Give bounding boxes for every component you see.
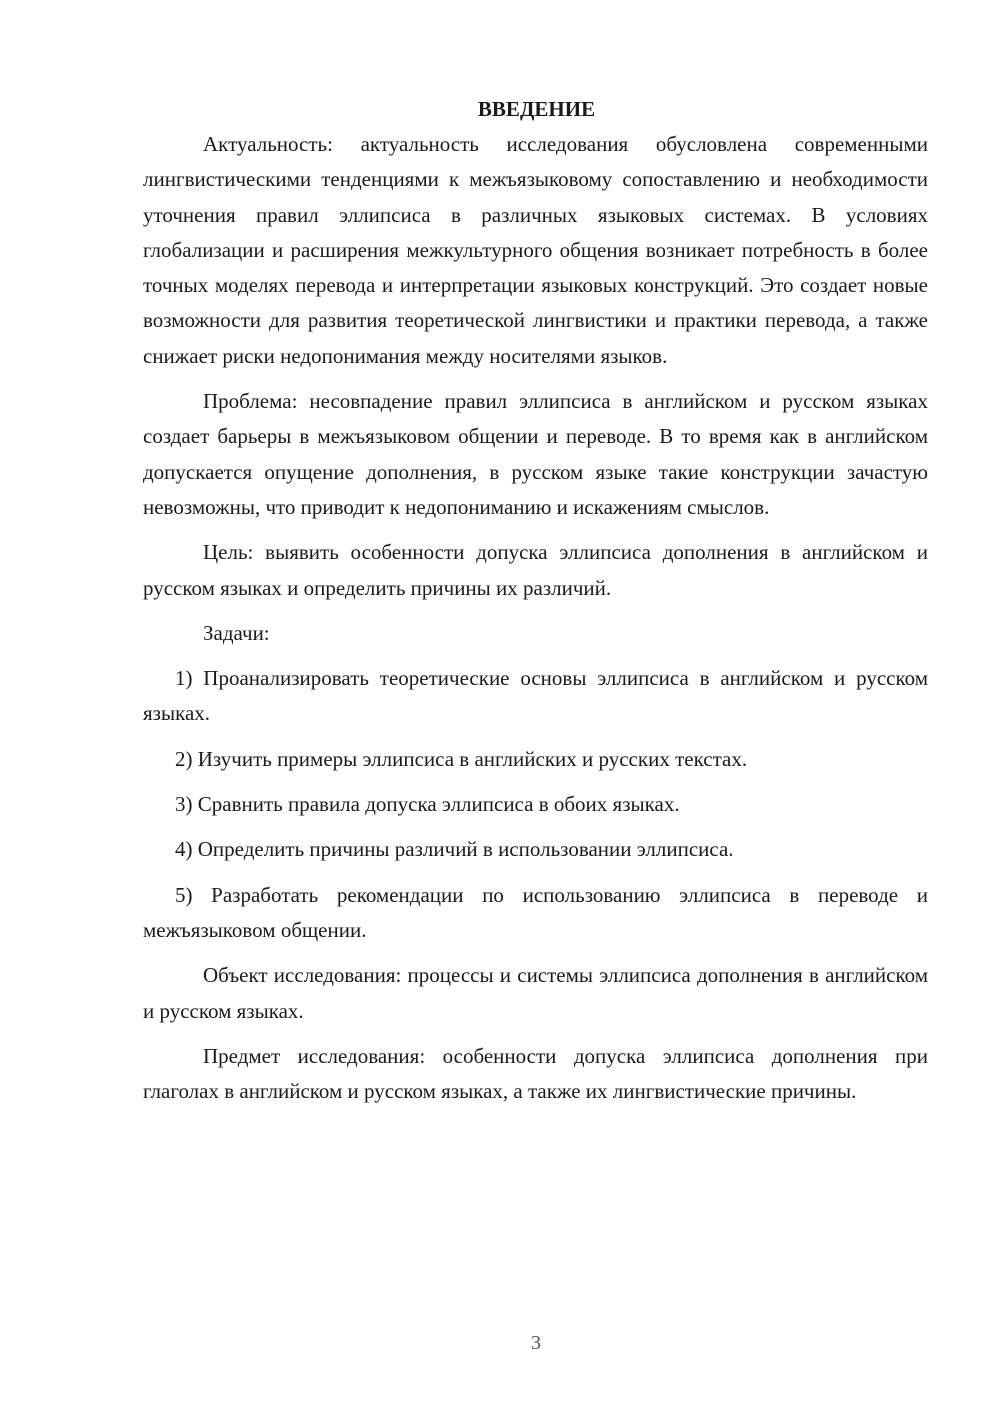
document-page [143, 92, 928, 1109]
paragraph-relevance: Актуальность: актуальность исследования обусловлена современными лингвистическими тенденциями к межъязыковому сопоставлению и необходимости уточнения правил эллипсиса в различных языковых системах. В условиях глобализации и расширения межкультурного общения возникает потребность в более точных моделях перевода и интерпретации языковых конструкций. Это создает новые возможности для развития теоретической лингвистики и практики перевода, а также снижает риски недопонимания между носителями языков. [143, 132, 928, 368]
page-number: 3 [531, 1332, 541, 1354]
paragraph-problem: Проблема: несовпадение правил эллипсиса в английском и русском языках создает барьеры в межъязыковом общении и переводе. В то время как в английском допускается опущение дополнения, в русском языке такие конструкции зачастую невозможны, что приводит к недопониманию и искажениям смыслов. [143, 389, 928, 519]
paragraph-object: Объект исследования: процессы и системы эллипсиса дополнения в английском и русском языках. [143, 963, 928, 1023]
task-item-3: 3) Сравнить правила допуска эллипсиса в обоих языках. [175, 792, 680, 817]
task-item-1: 1) Проанализировать теоретические основы эллипсиса в английском и русском языках. [143, 666, 928, 726]
paragraph-subject: Предмет исследования: особенности допуска эллипсиса дополнения при глаголах в английском и русском языках, а также их лингвистические причины. [143, 1043, 928, 1104]
task-item-4: 4) Определить причины различий в использовании эллипсиса. [175, 837, 734, 862]
tasks-heading: Задачи: [203, 620, 270, 645]
task-item-5: 5) Разработать рекомендации по использованию эллипсиса в переводе и межъязыковом общении. [143, 882, 928, 942]
section-title: ВВЕДЕНИЕ [477, 97, 596, 121]
paragraph-goal: Цель: выявить особенности допуска эллипсиса дополнения в английском и русском языках и определить причины их различий. [143, 540, 928, 600]
task-item-2: 2) Изучить примеры эллипсиса в английских и русских текстах. [175, 746, 748, 771]
